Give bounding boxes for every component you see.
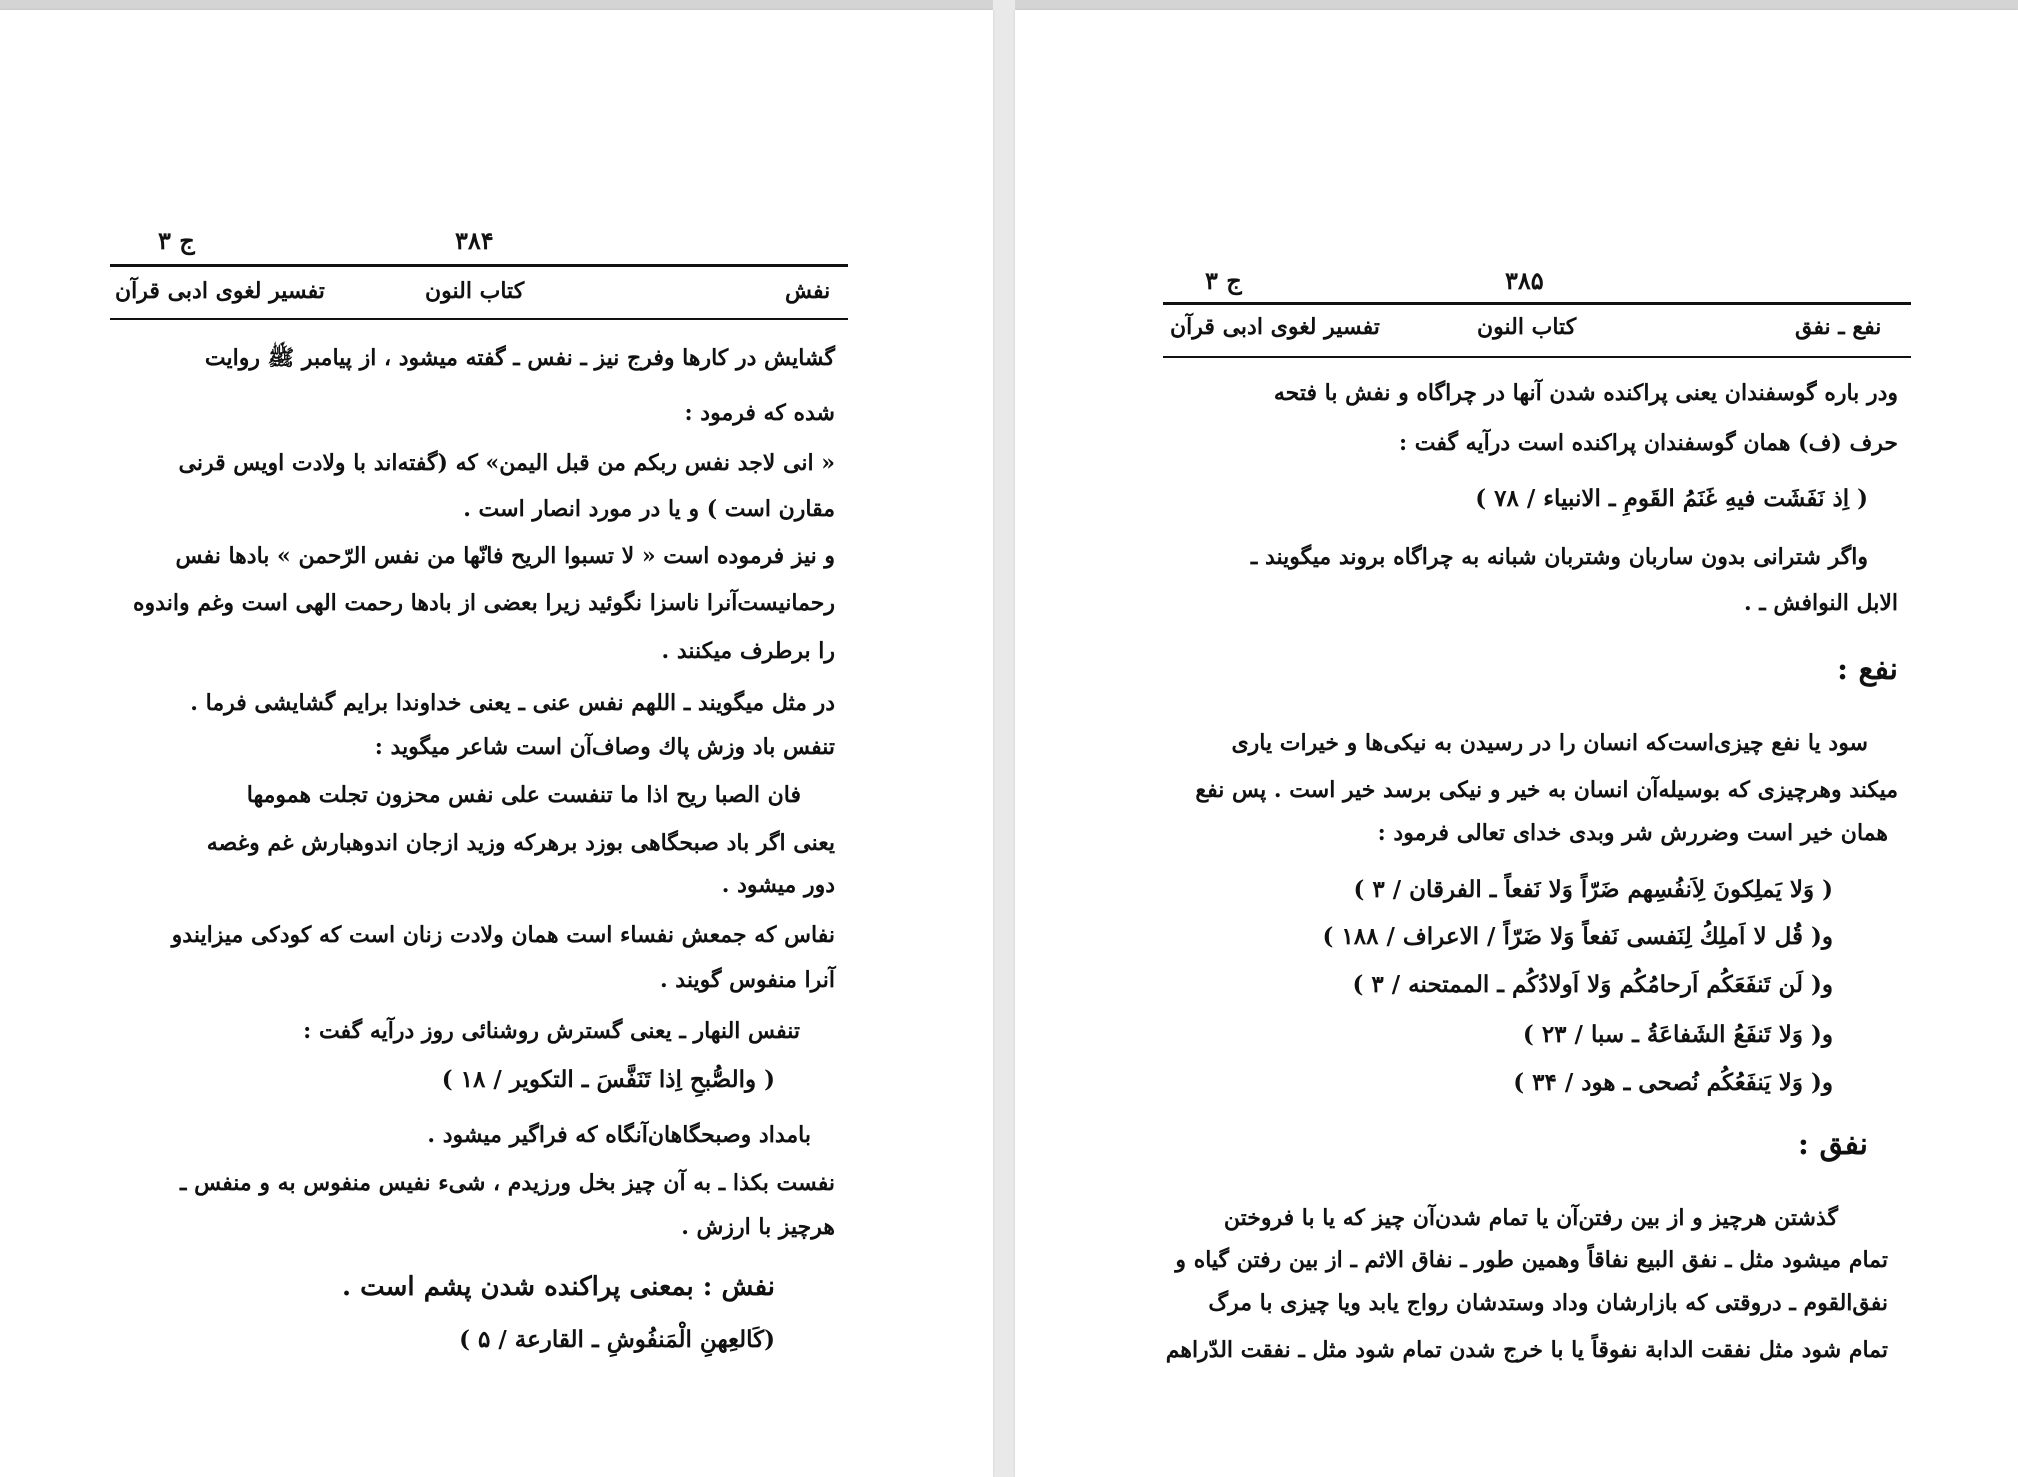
page-divider: [993, 0, 1015, 1477]
header-rule-bottom: [1163, 356, 1911, 358]
header-right-title: نفش: [785, 278, 831, 304]
text-line: ودر باره گوسفندان یعنی پراکنده شدن آنها در چراگاه و نفش با فتحه: [1273, 380, 1898, 406]
text-line: هرچیز با ارزش .: [681, 1214, 835, 1240]
text-line: تنفس النهار ـ یعنی گسترش روشنائی روز درآیه گفت :: [303, 1018, 800, 1044]
text-line: شده که فرمود :: [684, 400, 835, 426]
text-line: بامداد وصبحگاهان‌آنگاه که فراگیر میشود .: [427, 1122, 811, 1148]
header-rule: [110, 264, 848, 267]
quran-verse: (کَالعِهنِ الْمَنفُوشِ ـ القارعة / ۵ ): [459, 1326, 775, 1353]
quran-verse: و( قُل لا اَملِكُ لِنَفسی نَفعاً وَلا ضَرّاً / الاعراف / ۱۸۸ ): [1322, 923, 1833, 950]
header-right-title: نفع ـ نفق: [1795, 314, 1882, 340]
text-line: گشایش در کارها وفرج نیز ـ نفس ـ گفته میشود ، از پیامبر ﷺ روایت: [204, 345, 835, 371]
text-line: سود یا نفع چیزی‌است‌که انسان را در رسیدن به نیکی‌ها و خیرات یاری: [1231, 730, 1868, 756]
text-line: میکند وهرچیزی که بوسیله‌آن انسان به خیر و نیکی برسد خیر است . پس نفع: [1195, 777, 1898, 803]
volume-label: ج ۳: [1205, 266, 1242, 295]
header-center-title: کتاب النون: [425, 278, 525, 304]
text-line: تنفس باد وزش پاك وصاف‌آن است شاعر میگوید :: [374, 734, 835, 760]
text-line: و نیز فرموده است « لا تسبوا الریح فانّها من نفس الرّحمن » بادها نفس: [175, 543, 835, 569]
top-bar-right: [1015, 0, 2018, 10]
quran-verse: ( وَلا یَملِکونَ لِاَنفُسِهم ضَرّاً وَلا نَفعاً ـ الفرقان / ۳ ): [1353, 876, 1833, 903]
entry-heading-nafsh: نفش : بمعنی پراکنده شدن پشم است .: [342, 1272, 775, 1302]
text-line: تمام میشود مثل ـ نفق البیع نفاقاً وهمین طور ـ نفاق الاثم ـ از بین رفتن گیاه و: [1175, 1247, 1888, 1273]
text-line: نفق‌القوم ـ دروقتی که بازارشان وداد وستدشان رواج یابد ویا چیزی با مرگ: [1208, 1290, 1888, 1316]
page-number: ۳۸۴: [455, 226, 494, 255]
quran-verse: ( اِذ نَفَشَت فیهِ غَنَمُ القَومِ ـ الانبیاء / ۷۸ ): [1475, 485, 1868, 512]
poem-line: فان الصبا ریح اذا ما تنفست علی نفس محزون تجلت همومها: [246, 782, 801, 808]
text-line: نفاس که جمعش نفساء است همان ولادت زنان است که کودکی میزایندو: [171, 922, 835, 948]
header-left-title: تفسیر لغوی ادبی قرآن: [1170, 314, 1380, 340]
text-line: حرف (ف) همان گوسفندان پراکنده است درآیه گفت :: [1399, 430, 1898, 456]
text-line: مقارن است ) و یا در مورد انصار است .: [463, 496, 835, 522]
text-line: « انی لاجد نفس ربکم من قبل الیمن» که (گفته‌اند با ولادت اویس قرنی: [178, 450, 835, 476]
entry-heading-nafaq: نفق :: [1797, 1127, 1868, 1162]
top-bar-left: [0, 0, 993, 10]
quran-verse: و( وَلا تَنفَعُ الشَفاعَةُ ـ سبا / ۲۳ ): [1522, 1021, 1833, 1048]
quran-verse: و( وَلا یَنفَعُکُم نُصحی ـ هود / ۳۴ ): [1513, 1069, 1833, 1096]
text-line: یعنی اگر باد صبحگاهی بوزد برهرکه وزید ازجان اندوهبارش غم وغصه: [206, 830, 835, 856]
text-line: آنرا منفوس گویند .: [659, 967, 835, 993]
text-line: گذشتن هرچیز و از بین رفتن‌آن یا تمام شدن‌آن چیز که یا با فروختن: [1223, 1205, 1838, 1231]
text-line: دور میشود .: [721, 872, 835, 898]
text-line: تمام شود مثل نفقت الدابة نفوقاً یا با خرج شدن تمام شود مثل ـ نفقت الدّراهم: [1165, 1337, 1888, 1363]
right-page: [1015, 10, 2018, 1477]
header-rule-bottom: [110, 318, 848, 320]
header-rule: [1163, 302, 1911, 305]
header-center-title: کتاب النون: [1477, 314, 1577, 340]
volume-label: ج ۳: [158, 226, 195, 255]
text-line: رحمانیست‌آنرا ناسزا نگوئید زیرا بعضی از بادها رحمت الهی است وغم واندوه: [133, 590, 835, 616]
quran-verse: ( والصُّبحِ اِذا تَنَفَّسَ ـ التکویر / ۱۸ ): [441, 1066, 775, 1093]
page-number: ۳۸۵: [1505, 266, 1544, 295]
left-page: [0, 10, 993, 1477]
text-line: نفست بکذا ـ به آن چیز بخل ورزیدم ، شیء نفیس منفوس به و منفس ـ: [180, 1170, 835, 1196]
text-line: را برطرف میکنند .: [661, 638, 835, 664]
entry-heading-naf: نفع :: [1836, 652, 1898, 687]
text-line: الابل النوافش ـ .: [1743, 590, 1898, 616]
quran-verse: و( لَن تَنفَعَکُم اَرحامُکُم وَلا اَولادُکُم ـ الممتحنه / ۳ ): [1352, 971, 1833, 998]
text-line: در مثل میگویند ـ اللهم نفس عنی ـ یعنی خداوندا برایم گشایشی فرما .: [190, 690, 835, 716]
header-left-title: تفسیر لغوی ادبی قرآن: [115, 278, 325, 304]
text-line: همان خیر است وضررش شر وبدی خدای تعالی فرمود :: [1377, 820, 1888, 846]
text-line: واگر شترانی بدون ساربان وشتربان شبانه به چراگاه بروند میگویند ـ: [1250, 544, 1868, 570]
